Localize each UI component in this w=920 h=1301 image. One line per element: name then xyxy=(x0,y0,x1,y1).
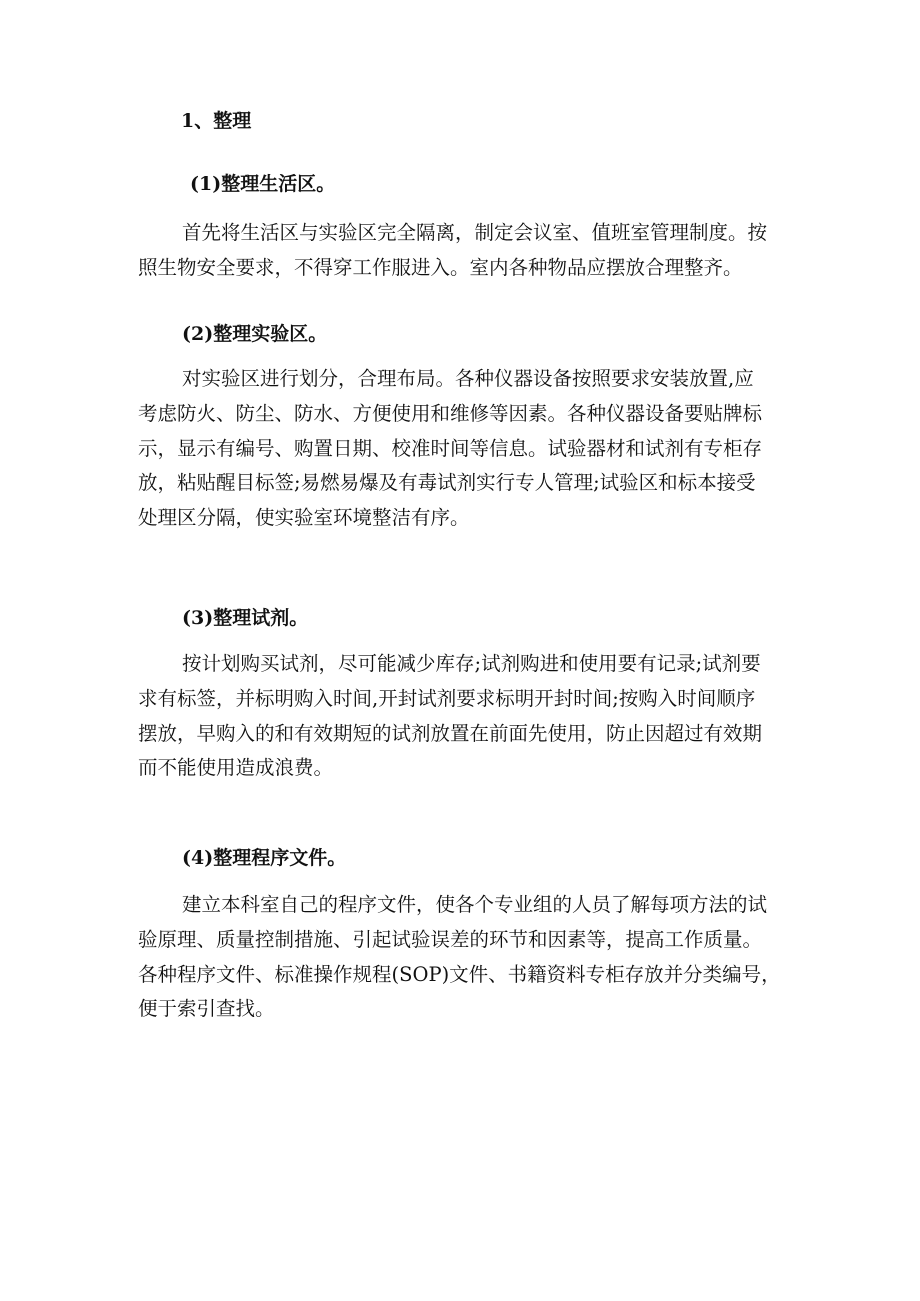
paragraph-reagents xyxy=(138,647,762,786)
text-line: 各种程序文件、标准操作规程(SOP)文件、书籍资料专柜存放并分类编号， xyxy=(138,962,781,986)
paragraph-lab-area xyxy=(138,362,762,536)
text-line: 处理区分隔，使实验室环境整洁有序。 xyxy=(138,506,470,530)
text-line: 便于索引查找。 xyxy=(138,997,275,1021)
text-line: 建立本科室自己的程序文件，使各个专业组的人员了解每项方法的试 xyxy=(182,893,768,916)
text-line: 照生物安全要求，不得穿工作服进入。室内各种物品应摆放合理整齐。 xyxy=(138,255,743,279)
heading-lab-area: (2)整理实验区。 xyxy=(182,323,328,345)
text-line: 求有标签，并标明购入时间,开封试剂要求标明开封时间;按购入时间顺序 xyxy=(138,686,756,710)
text-line: 而不能使用造成浪费。 xyxy=(138,756,334,780)
heading-living-area: (1)整理生活区。 xyxy=(190,173,336,195)
section-title: 1、整理 xyxy=(181,110,252,132)
text-line: 对实验区进行划分，合理布局。各种仪器设备按照要求安装放置,应 xyxy=(182,367,754,390)
text-line: 考虑防火、防尘、防水、方便使用和维修等因素。各种仪器设备要贴牌标 xyxy=(138,401,763,425)
heading-reagents: (3)整理试剂。 xyxy=(182,607,309,629)
paragraph-procedure-docs xyxy=(138,888,781,1027)
text-line: 放，粘贴醒目标签;易燃易爆及有毒试剂实行专人管理;试验区和标本接受 xyxy=(138,471,756,495)
text-line: 摆放，早购入的和有效期短的试剂放置在前面先使用，防止因超过有效期 xyxy=(138,721,763,745)
heading-procedure-docs: (4)整理程序文件。 xyxy=(182,847,347,869)
text-line: 示，显示有编号、购置日期、校准时间等信息。试验器材和试剂有专柜存 xyxy=(138,436,763,460)
paragraph-living-area xyxy=(138,216,767,286)
text-line: 首先将生活区与实验区完全隔离，制定会议室、值班室管理制度。按 xyxy=(182,221,768,244)
text-line: 按计划购买试剂，尽可能减少库存;试剂购进和使用要有记录;试剂要 xyxy=(182,652,761,675)
text-line: 验原理、质量控制措施、引起试验误差的环节和因素等，提高工作质量。 xyxy=(138,927,763,951)
